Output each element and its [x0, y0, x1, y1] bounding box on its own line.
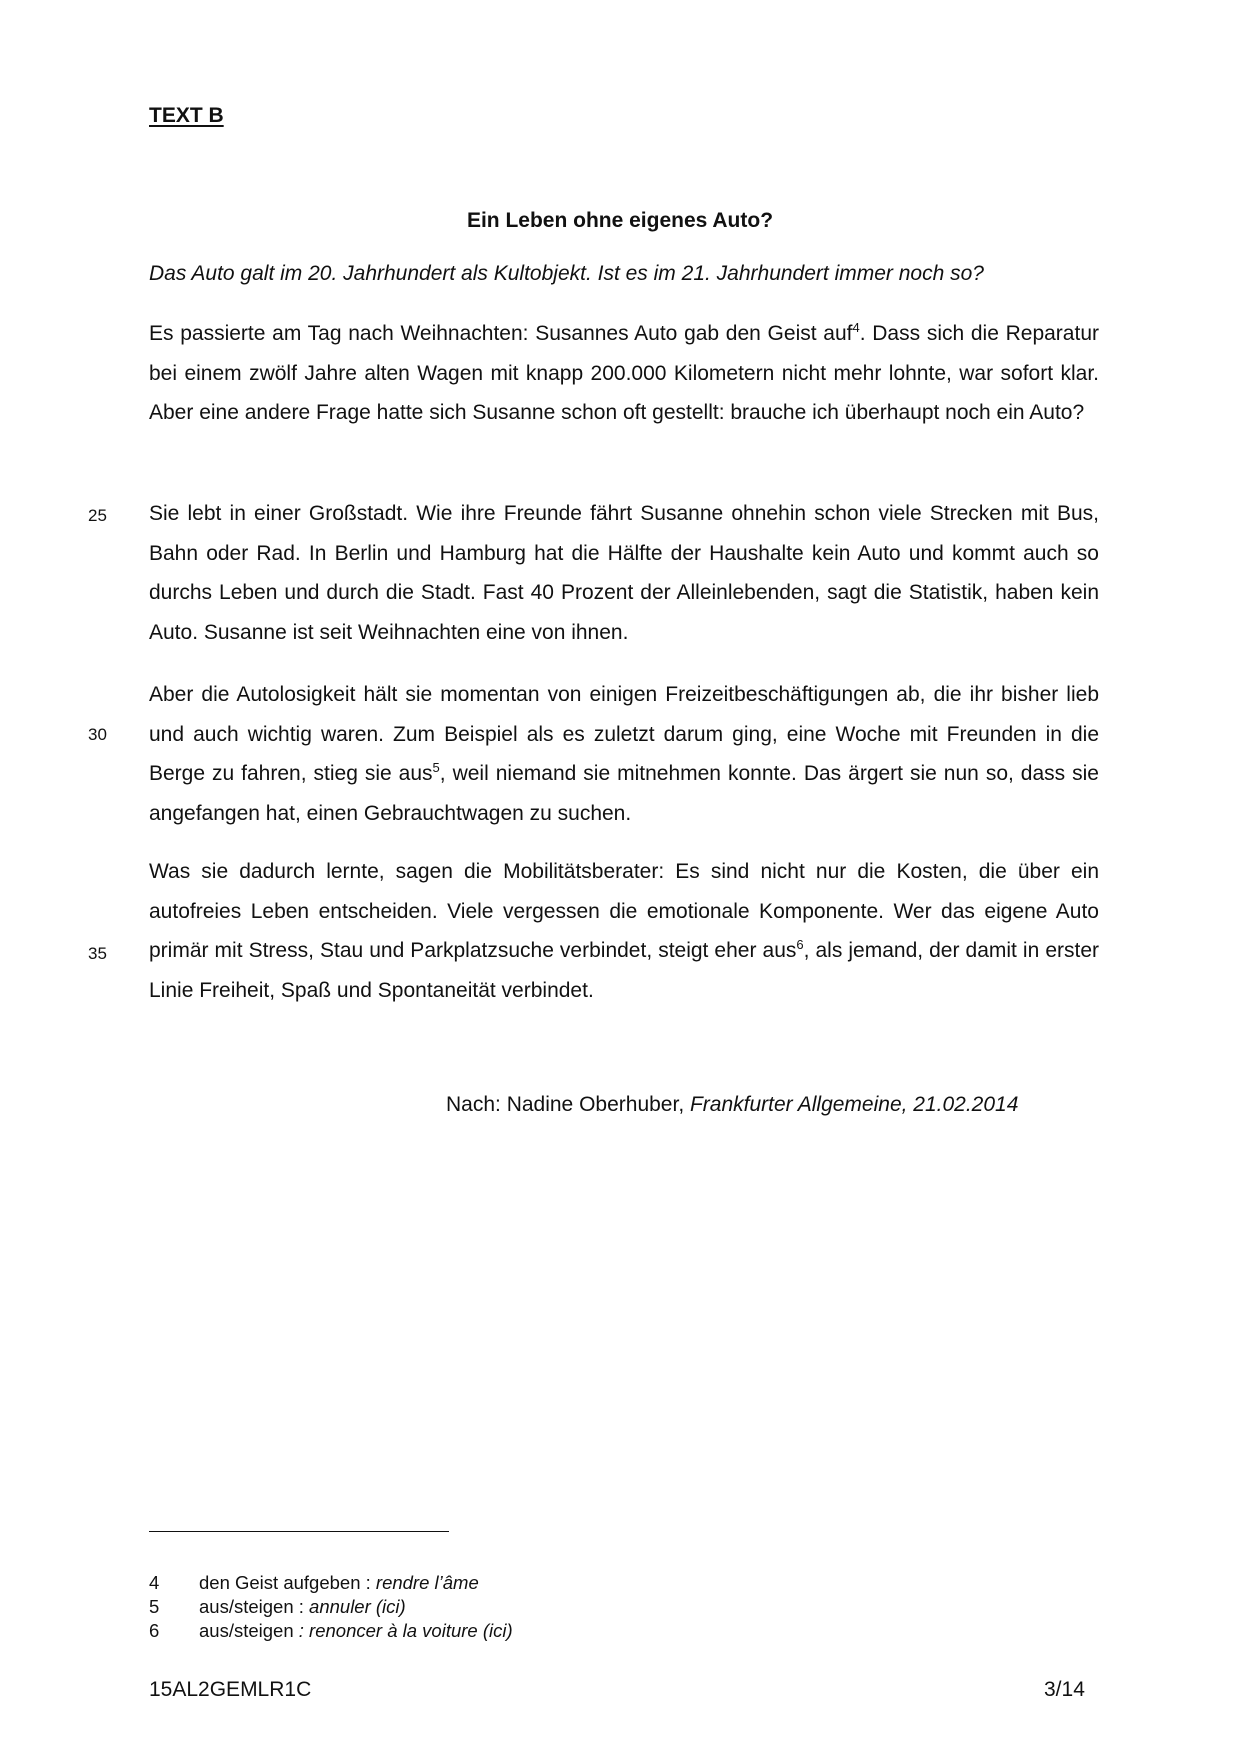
footnote-number: 4	[149, 1572, 160, 1593]
footnote-translation: annuler (ici)	[309, 1596, 406, 1617]
page-number: 3/14	[1044, 1678, 1085, 1701]
source-prefix: Nach: Nadine Oberhuber,	[446, 1093, 690, 1116]
footnote-translation: : renoncer à la voiture (ici)	[298, 1620, 513, 1641]
paragraph-2: Sie lebt in einer Großstadt. Wie ihre Freunde fährt Susanne ohnehin schon viele Strecken mit Bus, Bahn oder Rad. In Berlin und Hamburg hat die Hälfte der Haushalte kein Auto und kommt auch so durchs Leben und durch die Stadt. Fast 40 Prozent der Alleinlebenden, sagt die Statistik, haben kein Auto. Susanne ist seit Weihnachten eine von ihnen.	[149, 502, 1099, 644]
paragraph-4-text-a: Was sie dadurch lernte, sagen die Mobilitätsberater: Es sind nicht nur die Kosten, die über ein autofreies Leben entscheiden. Viele vergessen die emotionale Komponente. Wer das eigene Auto primär mit Stress, Stau und Parkplatzsuche verbindet, steigt eher aus	[149, 860, 1099, 962]
footnote-number: 6	[149, 1620, 160, 1641]
footnote-separator	[149, 1531, 449, 1532]
paragraph-1-text-b: . Dass sich die Reparatur bei einem zwölf Jahre alten Wagen mit knapp 200.000 Kilometern nicht mehr lohnte, war sofort klar. Aber eine andere Frage hatte sich Susanne schon oft gestellt: brauche ich überhaupt noch ein Auto?	[149, 322, 1099, 424]
line-number-30: 30	[88, 725, 107, 744]
section-heading: TEXT B	[149, 104, 224, 127]
document-code: 15AL2GEMLR1C	[149, 1678, 312, 1701]
paragraph-1	[149, 314, 1099, 433]
article-subtitle: Das Auto galt im 20. Jahrhundert als Kultobjekt. Ist es im 21. Jahrhundert immer noch so?	[149, 262, 984, 285]
paragraph-1-text-a: Es passierte am Tag nach Weihnachten: Susannes Auto gab den Geist auf	[149, 322, 853, 345]
footnote-5	[149, 1596, 406, 1618]
footnote-number: 5	[149, 1596, 160, 1617]
article-source	[446, 1093, 1018, 1117]
paragraph-3-text-b: , weil niemand sie mitnehmen konnte. Das ärgert sie nun so, dass sie angefangen hat, einen Gebrauchtwagen zu suchen.	[149, 762, 1099, 825]
footnote-ref-5: 5	[432, 760, 440, 775]
article-title: Ein Leben ohne eigenes Auto?	[466, 209, 774, 232]
footnote-4	[149, 1572, 479, 1594]
footnote-ref-4: 4	[852, 320, 860, 335]
line-number-35: 35	[88, 944, 107, 963]
source-publication: Frankfurter Allgemeine, 21.02.2014	[689, 1093, 1019, 1116]
footnote-ref-6: 6	[796, 937, 804, 952]
line-number-25: 25	[88, 506, 107, 525]
paragraph-3-text-a: Aber die Autolosigkeit hält sie momentan von einigen Freizeitbeschäftigungen ab, die ihr bisher lieb und auch wichtig waren. Zum Beispiel als es zuletzt darum ging, eine Woche mit Freunden in die Berge zu fahren, stieg sie aus	[149, 683, 1099, 785]
paragraph-4	[149, 852, 1099, 1010]
footnote-term: den Geist aufgeben :	[199, 1572, 376, 1593]
footnote-translation: rendre l’âme	[375, 1572, 479, 1593]
footnote-term: aus/steigen :	[199, 1596, 310, 1617]
footnote-term: aus/steigen	[199, 1620, 299, 1641]
paragraph-4-text-b: , als jemand, der damit in erster Linie Freiheit, Spaß und Spontaneität verbindet.	[149, 939, 1099, 1002]
paragraph-3	[149, 675, 1099, 833]
footnote-6	[149, 1620, 513, 1642]
